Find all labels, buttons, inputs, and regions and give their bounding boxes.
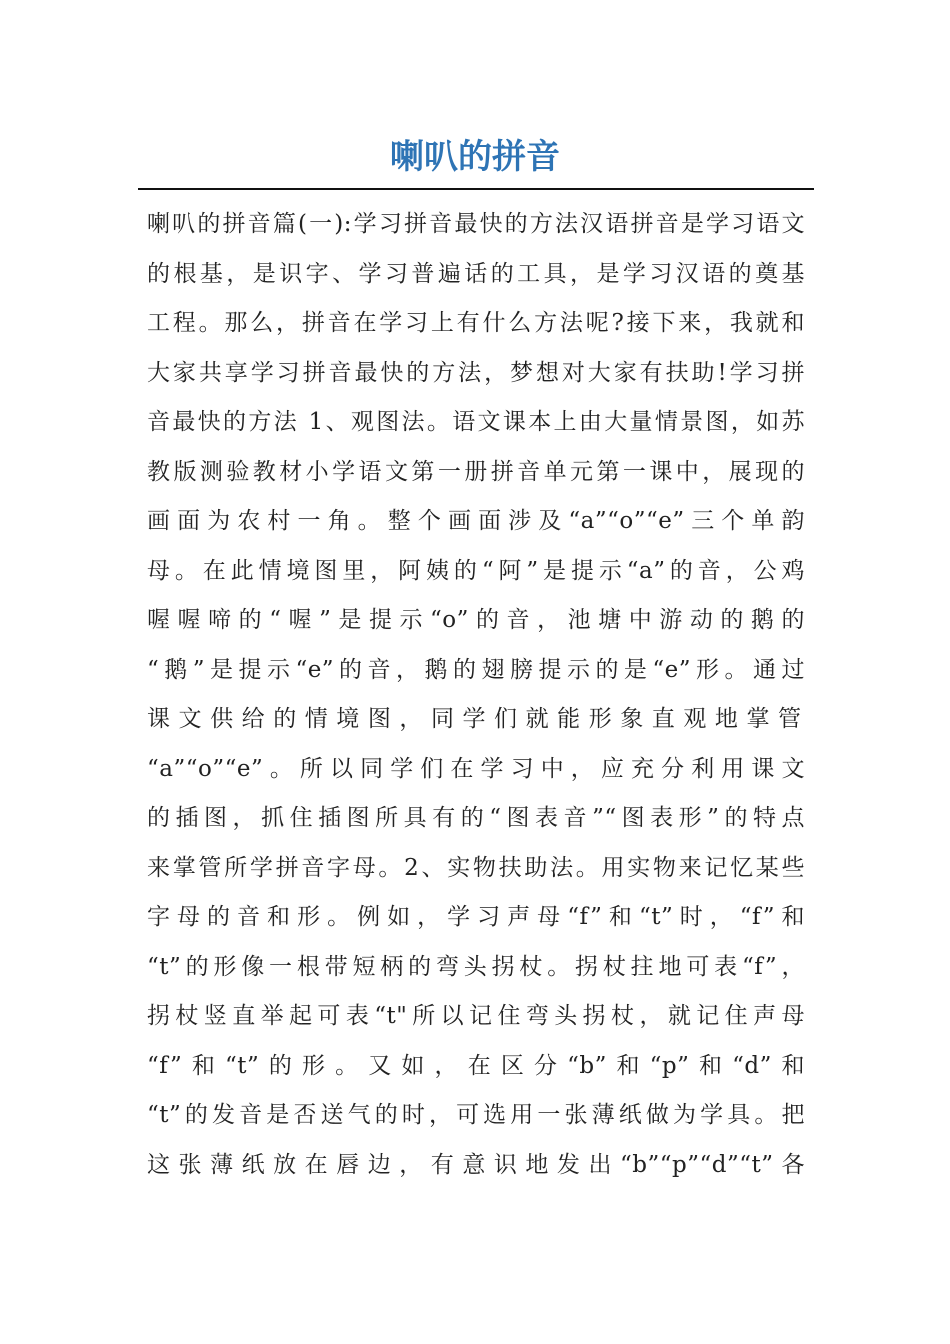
body-line: 喔喔啼的“喔”是提示“o”的音，池塘中游动的鹅的 [147,607,805,633]
body-line: 拐杖竖直举起可表“t"所以记住弯头拐杖，就记住声母 [147,1003,805,1029]
body-line: 这张薄纸放在唇边，有意识地发出“b”“p”“d”“t”各 [147,1151,805,1178]
body-line: 母。在此情境图里，阿姨的“阿”是提示“a”的音，公鸡 [147,557,805,584]
body-line: “t”的形像一根带短柄的弯头拐杖。拐杖拄地可表“f”， [147,953,805,980]
body-line: 工程。那么，拼音在学习上有什么方法呢?接下来，我就和 [147,310,805,336]
body-line: 画面为农村一角。整个画面涉及“a”“o”“e”三个单韵 [147,508,805,534]
body-line: 喇叭的拼音篇(一):学习拼音最快的方法汉语拼音是学习语文 [147,211,805,237]
body-line: 来掌管所学拼音字母。2、实物扶助法。用实物来记忆某些 [147,854,805,881]
body-line: “a”“o”“e”。所以同学们在学习中，应充分利用课文 [147,755,805,782]
body-line: “t”的发音是否送气的时，可选用一张薄纸做为学具。把 [147,1102,805,1128]
title-divider [138,188,814,190]
body-line: “f”和“t”的形。又如，在区分“b”和“p”和“d”和 [147,1052,805,1079]
body-line: 教版测验教材小学语文第一册拼音单元第一课中，展现的 [147,458,805,485]
body-line: 字母的音和形。例如，学习声母“f”和“t”时，“f”和 [147,904,805,930]
body-line: 的插图，抓住插图所具有的“图表音”“图表形”的特点 [147,805,805,831]
document-body [147,200,805,1190]
body-line: “鹅”是提示“e”的音，鹅的翅膀提示的是“e”形。通过 [147,656,805,683]
document-title: 喇叭的拼音 [390,137,560,177]
body-line: 大家共享学习拼音最快的方法，梦想对大家有扶助!学习拼 [147,359,805,386]
body-line: 音最快的方法 1、观图法。语文课本上由大量情景图，如苏 [147,409,805,435]
body-line: 课文供给的情境图，同学们就能形象直观地掌管 [147,706,805,732]
body-line: 的根基，是识字、学习普遍话的工具，是学习汉语的奠基 [147,260,805,287]
